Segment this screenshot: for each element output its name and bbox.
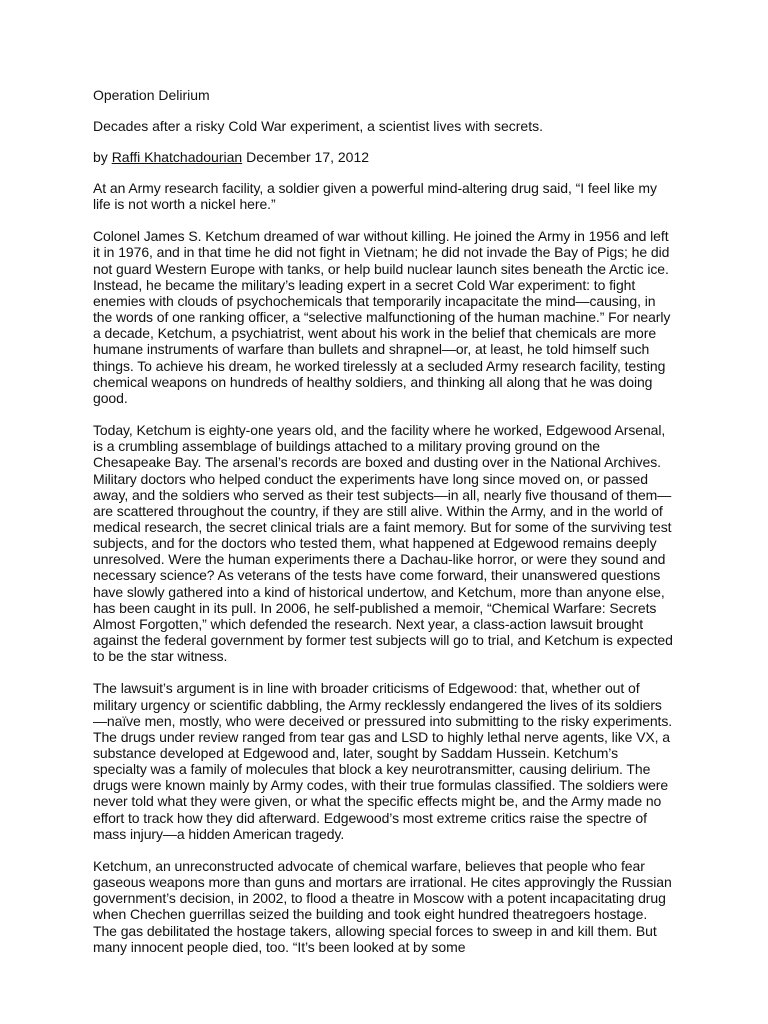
paragraph-4: The lawsuit’s argument is in line with broader criticisms of Edgewood: that, whether out of military urgency or scientific dabbling, the Army recklessly endangered the lives of its soldiers—naïve men, mostly, who were deceived or pressured into submitting to the risky experiments. The drugs under review ranged from tear gas and LSD to highly lethal nerve agents, like VX, a substance developed at Edgewood and, later, sought by Saddam Hussein. Ketchum’s specialty was a family of molecules that block a key neurotransmitter, causing delirium. The drugs were known mainly by Army codes, with their true formulas classified. The soldiers were never told what they were given, or what the specific effects might be, and the Army made no effort to track how they did afterward. Edgewood’s most extreme critics raise the spectre of mass injury—a hidden American tragedy. xyxy=(93,680,673,842)
article-subtitle: Decades after a risky Cold War experiment, a scientist lives with secrets. xyxy=(93,118,543,134)
publish-date: December 17, 2012 xyxy=(246,149,370,165)
paragraph-5: Ketchum, an unreconstructed advocate of chemical warfare, believes that people who fear gaseous weapons more than guns and mortars are irrational. He cites approvingly the Russian government’s decision, in 2002, to flood a theatre in Moscow with a potent incapacitating drug when Chechen guerrillas seized the building and took eight hundred theatregoers hostage. The gas debilitated the hostage takers, allowing special forces to sweep in and kill them. But many innocent people died, too. “It’s been looked at by some xyxy=(93,857,672,955)
article-title: Operation Delirium xyxy=(93,87,210,103)
paragraph-1: At an Army research facility, a soldier given a powerful mind-altering drug said, “I feel like my life is not worth a nickel here.” xyxy=(93,180,657,213)
author-link[interactable]: Raffi Khatchadourian xyxy=(111,149,243,165)
paragraph-3: Today, Ketchum is eighty-one years old, and the facility where he worked, Edgewood Arsenal, is a crumbling assemblage of buildings attached to a military proving ground on the Chesapeake Bay. The arsenal’s records are boxed and dusting over in the National Archives. Military doctors who helped conduct the experiments have long since moved on, or passed away, and the soldiers who served as their test subjects—in all, nearly five thousand of them—are scattered throughout the country, if they are still alive. Within the Army, and in the world of medical research, the secret clinical trials are a faint memory. But for some of the surviving test subjects, and for the doctors who tested them, what happened at Edgewood remains deeply unresolved. Were the human experiments there a Dachau-like horror, or were they sound and necessary science? As veterans of the tests have come forward, their unanswered questions have slowly gathered into a kind of historical undertow, and Ketchum, more than anyone else, has been caught in its pull. In 2006, he self-published a memoir, “Chemical Warfare: Secrets Almost Forgotten,” which defended the research. Next year, a class-action lawsuit brought against the federal government by former test subjects will go to trial, and Ketchum is expected to be the star witness. xyxy=(93,422,673,665)
byline xyxy=(93,148,673,166)
paragraph-2: Colonel James S. Ketchum dreamed of war without killing. He joined the Army in 1956 and left it in 1976, and in that time he did not fight in Vietnam; he did not invade the Bay of Pigs; he did not guard Western Europe with tanks, or help build nuclear launch sites beneath the Arctic ice. Instead, he became the military’s leading expert in a secret Cold War experiment: to fight enemies with clouds of psychochemicals that temporarily incapacitate the mind—causing, in the words of one ranking officer, a “selective malfunctioning of the human machine.” For nearly a decade, Ketchum, a psychiatrist, went about his work in the belief that chemicals are more humane instruments of warfare than bullets and shrapnel—or, at least, he told himself such things. To achieve his dream, he worked tirelessly at a secluded Army research facility, testing chemical weapons on hundreds of healthy soldiers, and thinking all along that he was doing good. xyxy=(93,228,671,406)
document-page xyxy=(93,86,673,971)
byline-prefix: by xyxy=(93,149,108,165)
